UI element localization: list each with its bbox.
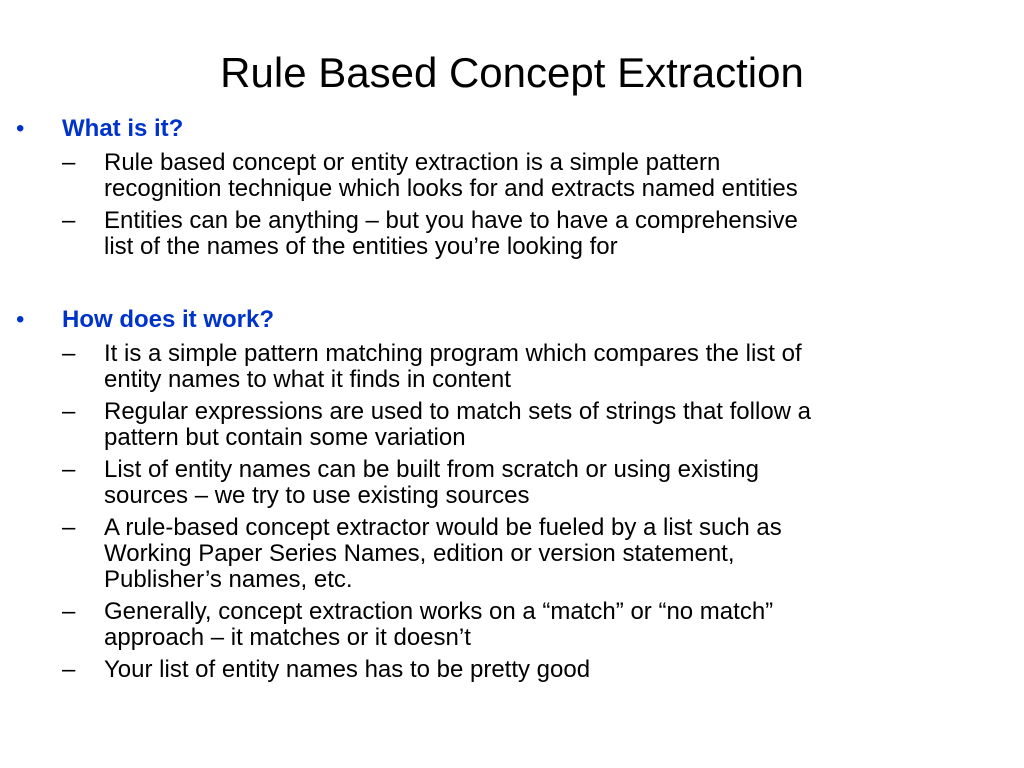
bullet-heading: What is it? bbox=[62, 115, 184, 142]
sub-bullet-text: Regular expressions are used to match sets of strings that follow a pattern but contain some variation bbox=[104, 398, 812, 451]
sub-bullet bbox=[0, 399, 1024, 451]
dash-icon: – bbox=[62, 656, 76, 683]
sub-bullet bbox=[0, 599, 1024, 651]
section-how-does-it-work bbox=[0, 305, 1024, 683]
sub-bullet bbox=[0, 457, 1024, 509]
sub-bullet-text: List of entity names can be built from scratch or using existing sources – we try to use existing sources bbox=[104, 456, 759, 509]
slide-title: Rule Based Concept Extraction bbox=[220, 49, 804, 96]
section-what-is-it bbox=[0, 114, 1024, 260]
sub-bullet-text: Generally, concept extraction works on a “match” or “no match” approach – it matches or it doesn’t bbox=[104, 598, 774, 651]
bullet-heading-row bbox=[0, 305, 1024, 335]
sub-bullet bbox=[0, 208, 1024, 260]
bullet-icon: • bbox=[16, 306, 25, 333]
dash-icon: – bbox=[62, 456, 76, 483]
bullet-icon: • bbox=[16, 115, 25, 142]
sub-bullet-text: It is a simple pattern matching program which compares the list of entity names to what it finds in content bbox=[104, 340, 802, 393]
sub-bullet bbox=[0, 341, 1024, 393]
dash-icon: – bbox=[62, 398, 76, 425]
sub-bullet-text: Rule based concept or entity extraction is a simple pattern recognition technique which looks for and extracts named entities bbox=[104, 149, 798, 202]
sub-bullet-text: Entities can be anything – but you have to have a comprehensive list of the names of the entities you’re looking for bbox=[104, 207, 798, 260]
dash-icon: – bbox=[62, 207, 76, 234]
sub-bullet bbox=[0, 515, 1024, 593]
sub-bullet bbox=[0, 150, 1024, 202]
dash-icon: – bbox=[62, 514, 76, 541]
dash-icon: – bbox=[62, 598, 76, 625]
sub-bullet bbox=[0, 657, 1024, 683]
dash-icon: – bbox=[62, 149, 76, 176]
sub-bullet-text: Your list of entity names has to be pretty good bbox=[104, 656, 591, 683]
sub-bullet-text: A rule-based concept extractor would be fueled by a list such as Working Paper Series Names, edition or version statement, Publisher’s names, etc. bbox=[104, 514, 782, 593]
bullet-heading-row bbox=[0, 114, 1024, 144]
dash-icon: – bbox=[62, 340, 76, 367]
bullet-heading: How does it work? bbox=[62, 306, 275, 333]
